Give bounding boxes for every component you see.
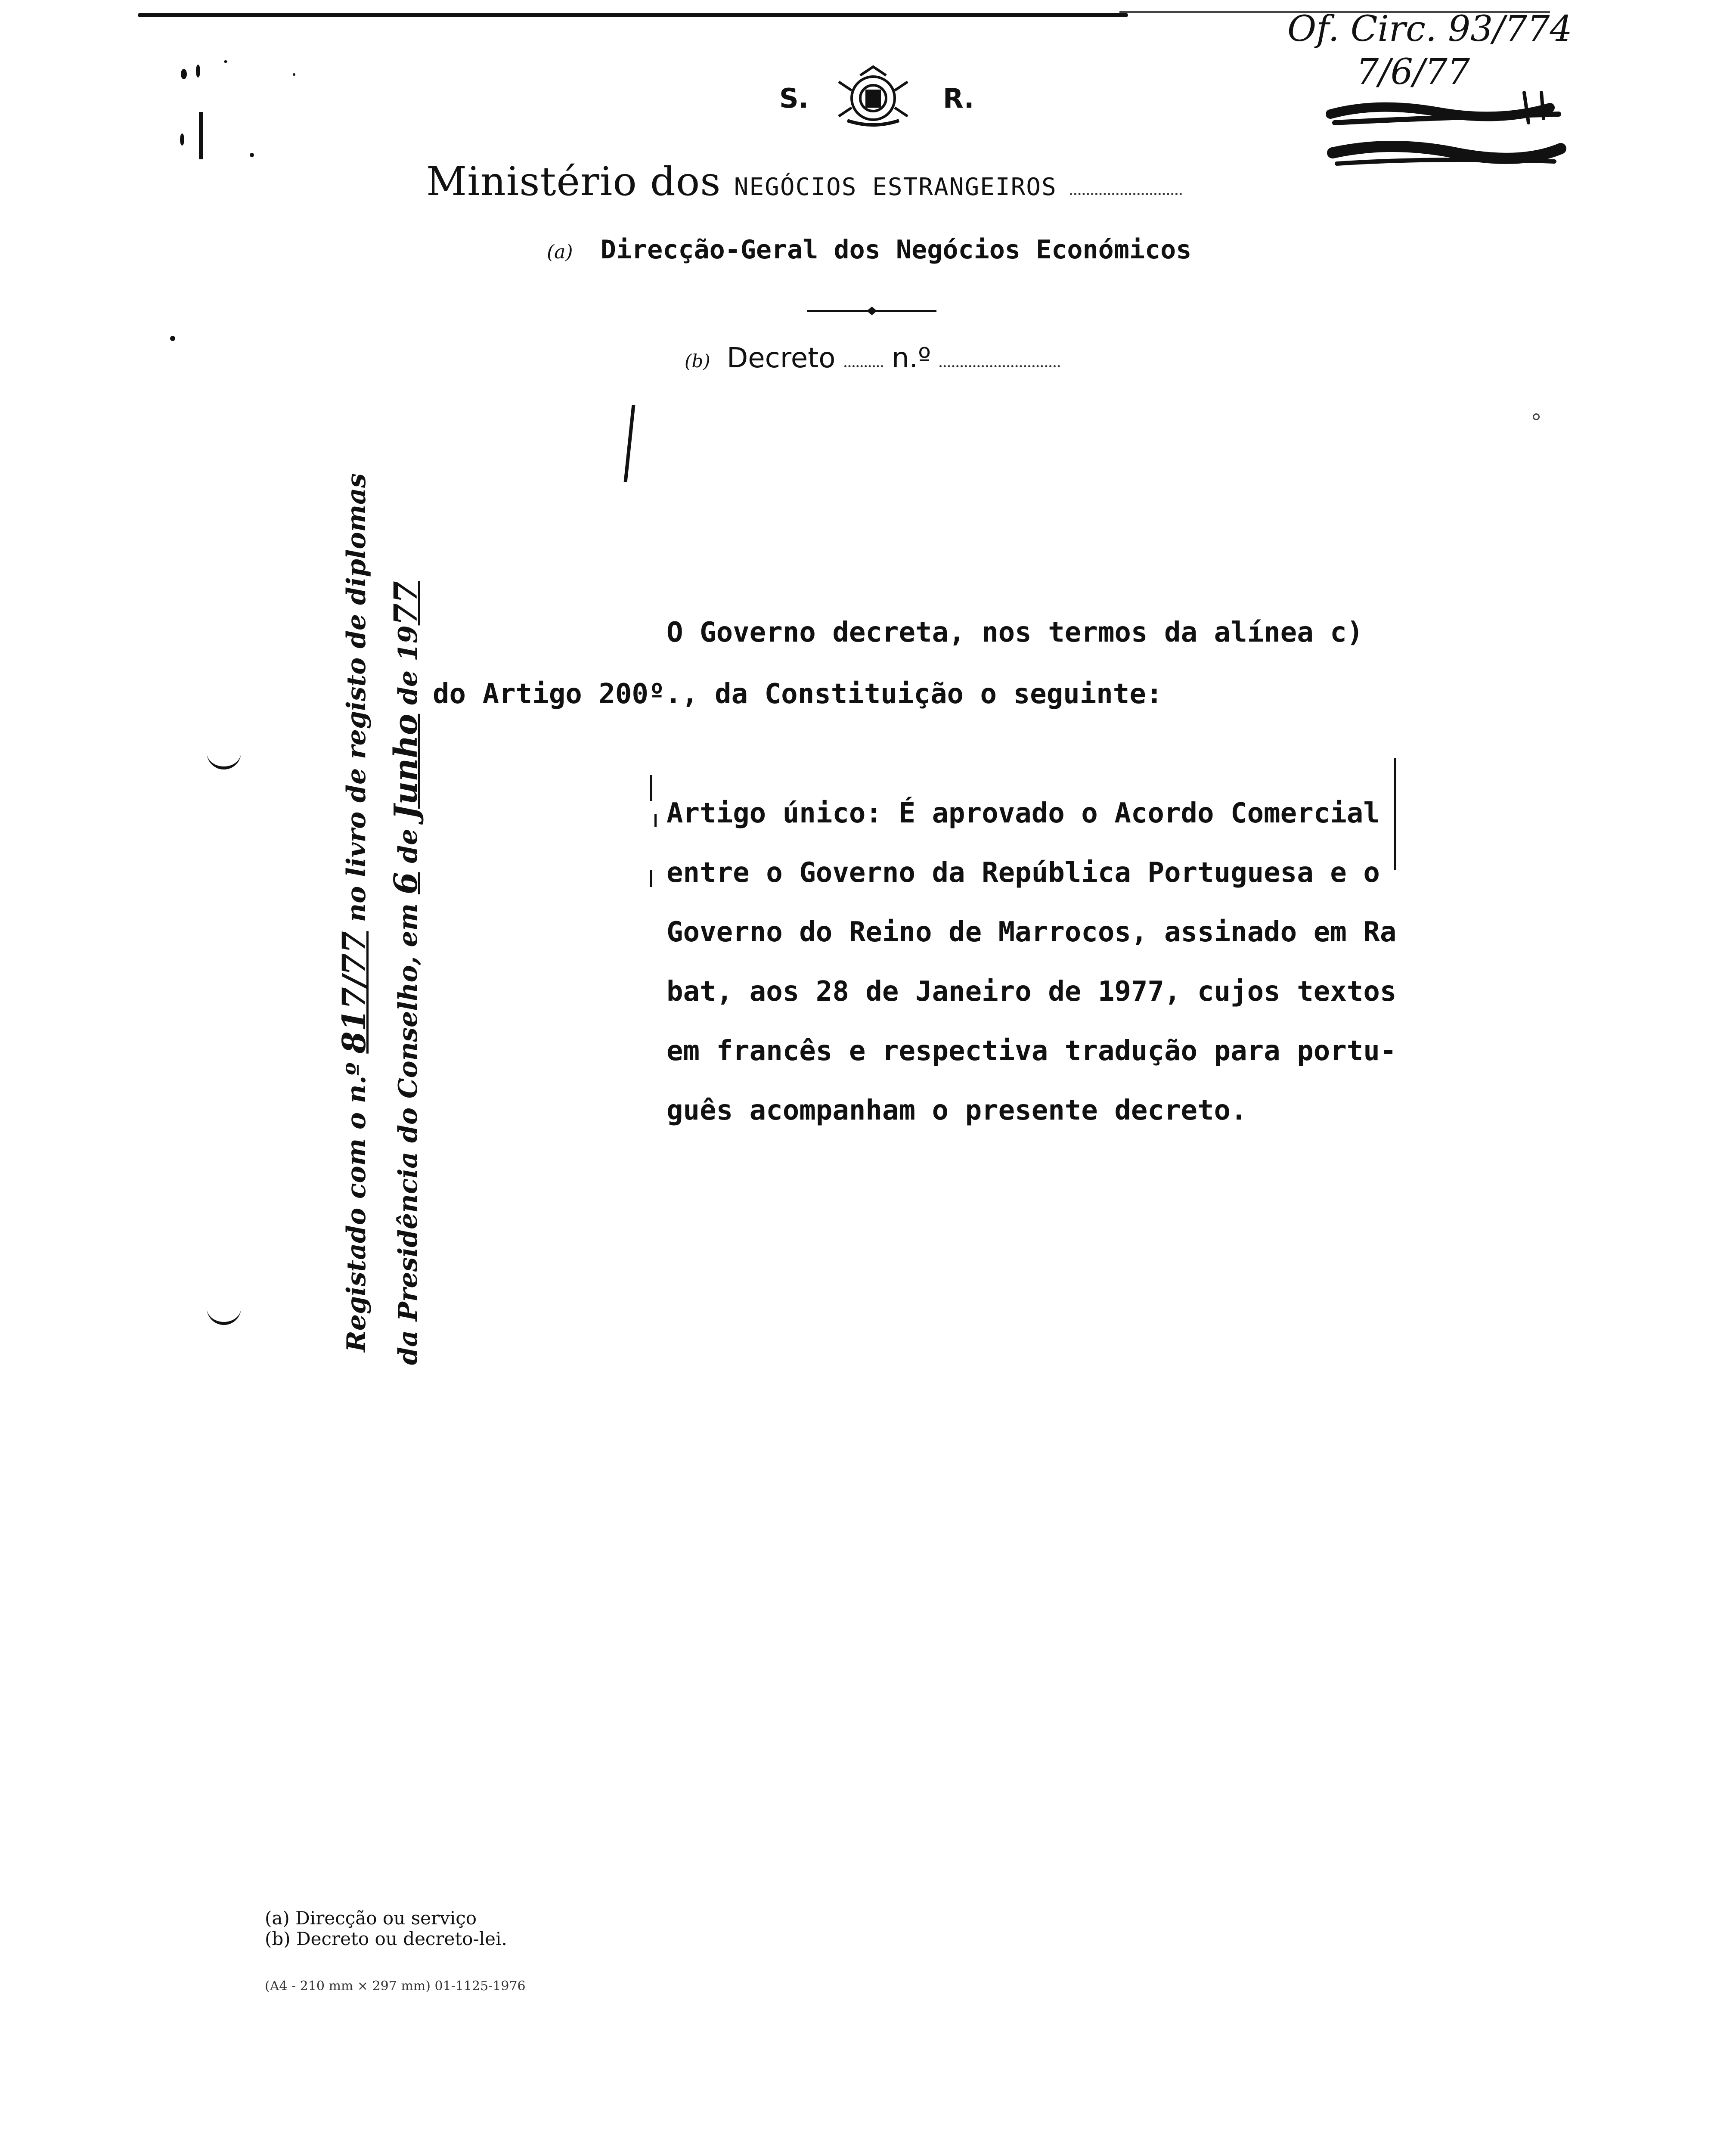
registration-prefix: Registado com o n.º <box>341 1062 372 1352</box>
article-line: bat, aos 28 de Janeiro de 1977, cujos textos <box>666 976 1397 1008</box>
hand-stroke-mark <box>624 405 636 482</box>
binding-punch-mark <box>207 1296 241 1325</box>
directorate-marker: (a) <box>547 241 573 263</box>
article-line: Artigo único: É aprovado o Acordo Comercial <box>666 797 1380 829</box>
margin-speck <box>181 69 187 79</box>
dotted-fill-line <box>939 365 1060 367</box>
directorate-name: Direcção-Geral dos Negócios Económicos <box>600 235 1192 265</box>
margin-tick <box>1394 758 1396 870</box>
handwritten-reference: Of. Circ. 93/774 <box>1287 9 1572 50</box>
registration-date-prefix: da Presidência do Conselho, em <box>393 903 423 1365</box>
registration-month: Junho <box>388 714 425 820</box>
margin-tick <box>650 870 652 887</box>
coat-of-arms-emblem <box>834 65 912 129</box>
decree-label: Decreto <box>727 342 836 374</box>
registration-de: de <box>393 828 423 863</box>
dotted-fill-line <box>844 365 883 367</box>
registration-line-1 <box>336 473 373 1352</box>
footnote-a: (a) Direcção ou serviço <box>265 1908 477 1929</box>
registration-year-prefix: de 19 <box>393 625 423 705</box>
article-line: Governo do Reino de Marrocos, assinado em Ra <box>666 916 1397 948</box>
registration-number: 817/77 <box>336 931 373 1054</box>
registration-year: 77 <box>388 581 425 626</box>
top-edge-rule <box>138 13 1128 17</box>
article-line: guês acompanham o presente decreto. <box>666 1095 1247 1126</box>
header-letter-r: R. <box>943 83 974 114</box>
directorate-line <box>547 235 1191 265</box>
divider-ornament <box>807 307 936 315</box>
margin-speck <box>224 60 227 63</box>
margin-speck <box>250 153 254 157</box>
margin-mark-bar <box>199 112 203 159</box>
margin-tick <box>650 775 652 801</box>
registration-day: 6 <box>388 872 425 894</box>
margin-speck <box>170 336 175 341</box>
article-line: entre o Governo da República Portuguesa e o <box>666 857 1380 889</box>
margin-speck <box>293 73 295 76</box>
article-line: em francês e respectiva tradução para portu- <box>666 1035 1397 1067</box>
ministry-title-prefix: Ministério dos <box>426 158 721 205</box>
body-opening-line: O Governo decreta, nos termos da alínea c) <box>666 617 1364 648</box>
dotted-fill-line <box>1070 193 1182 195</box>
decree-number-label: n.º <box>892 342 931 374</box>
header-letter-s: S. <box>779 83 809 114</box>
registration-suffix: no livro de registo de diplomas <box>341 473 372 922</box>
handwritten-date: 7/6/77 <box>1356 52 1470 93</box>
margin-speck <box>196 65 200 78</box>
struck-out-scribble <box>1326 88 1567 192</box>
ministry-title-suffix: NEGÓCIOS ESTRANGEIROS <box>734 173 1057 201</box>
body-constitution-line: do Artigo 200º., da Constituição o seguinte: <box>433 678 1163 710</box>
margin-speck <box>1533 413 1540 420</box>
registration-line-2 <box>388 581 425 1365</box>
decree-number-line <box>685 342 1060 374</box>
margin-tick <box>654 814 657 827</box>
ministry-title <box>426 158 1182 205</box>
binding-punch-mark <box>207 741 241 769</box>
margin-speck <box>180 133 184 146</box>
decree-marker: (b) <box>685 351 710 372</box>
footnote-b: (b) Decreto ou decreto-lei. <box>265 1928 507 1949</box>
form-code: (A4 - 210 mm × 297 mm) 01-1125-1976 <box>265 1979 526 1994</box>
